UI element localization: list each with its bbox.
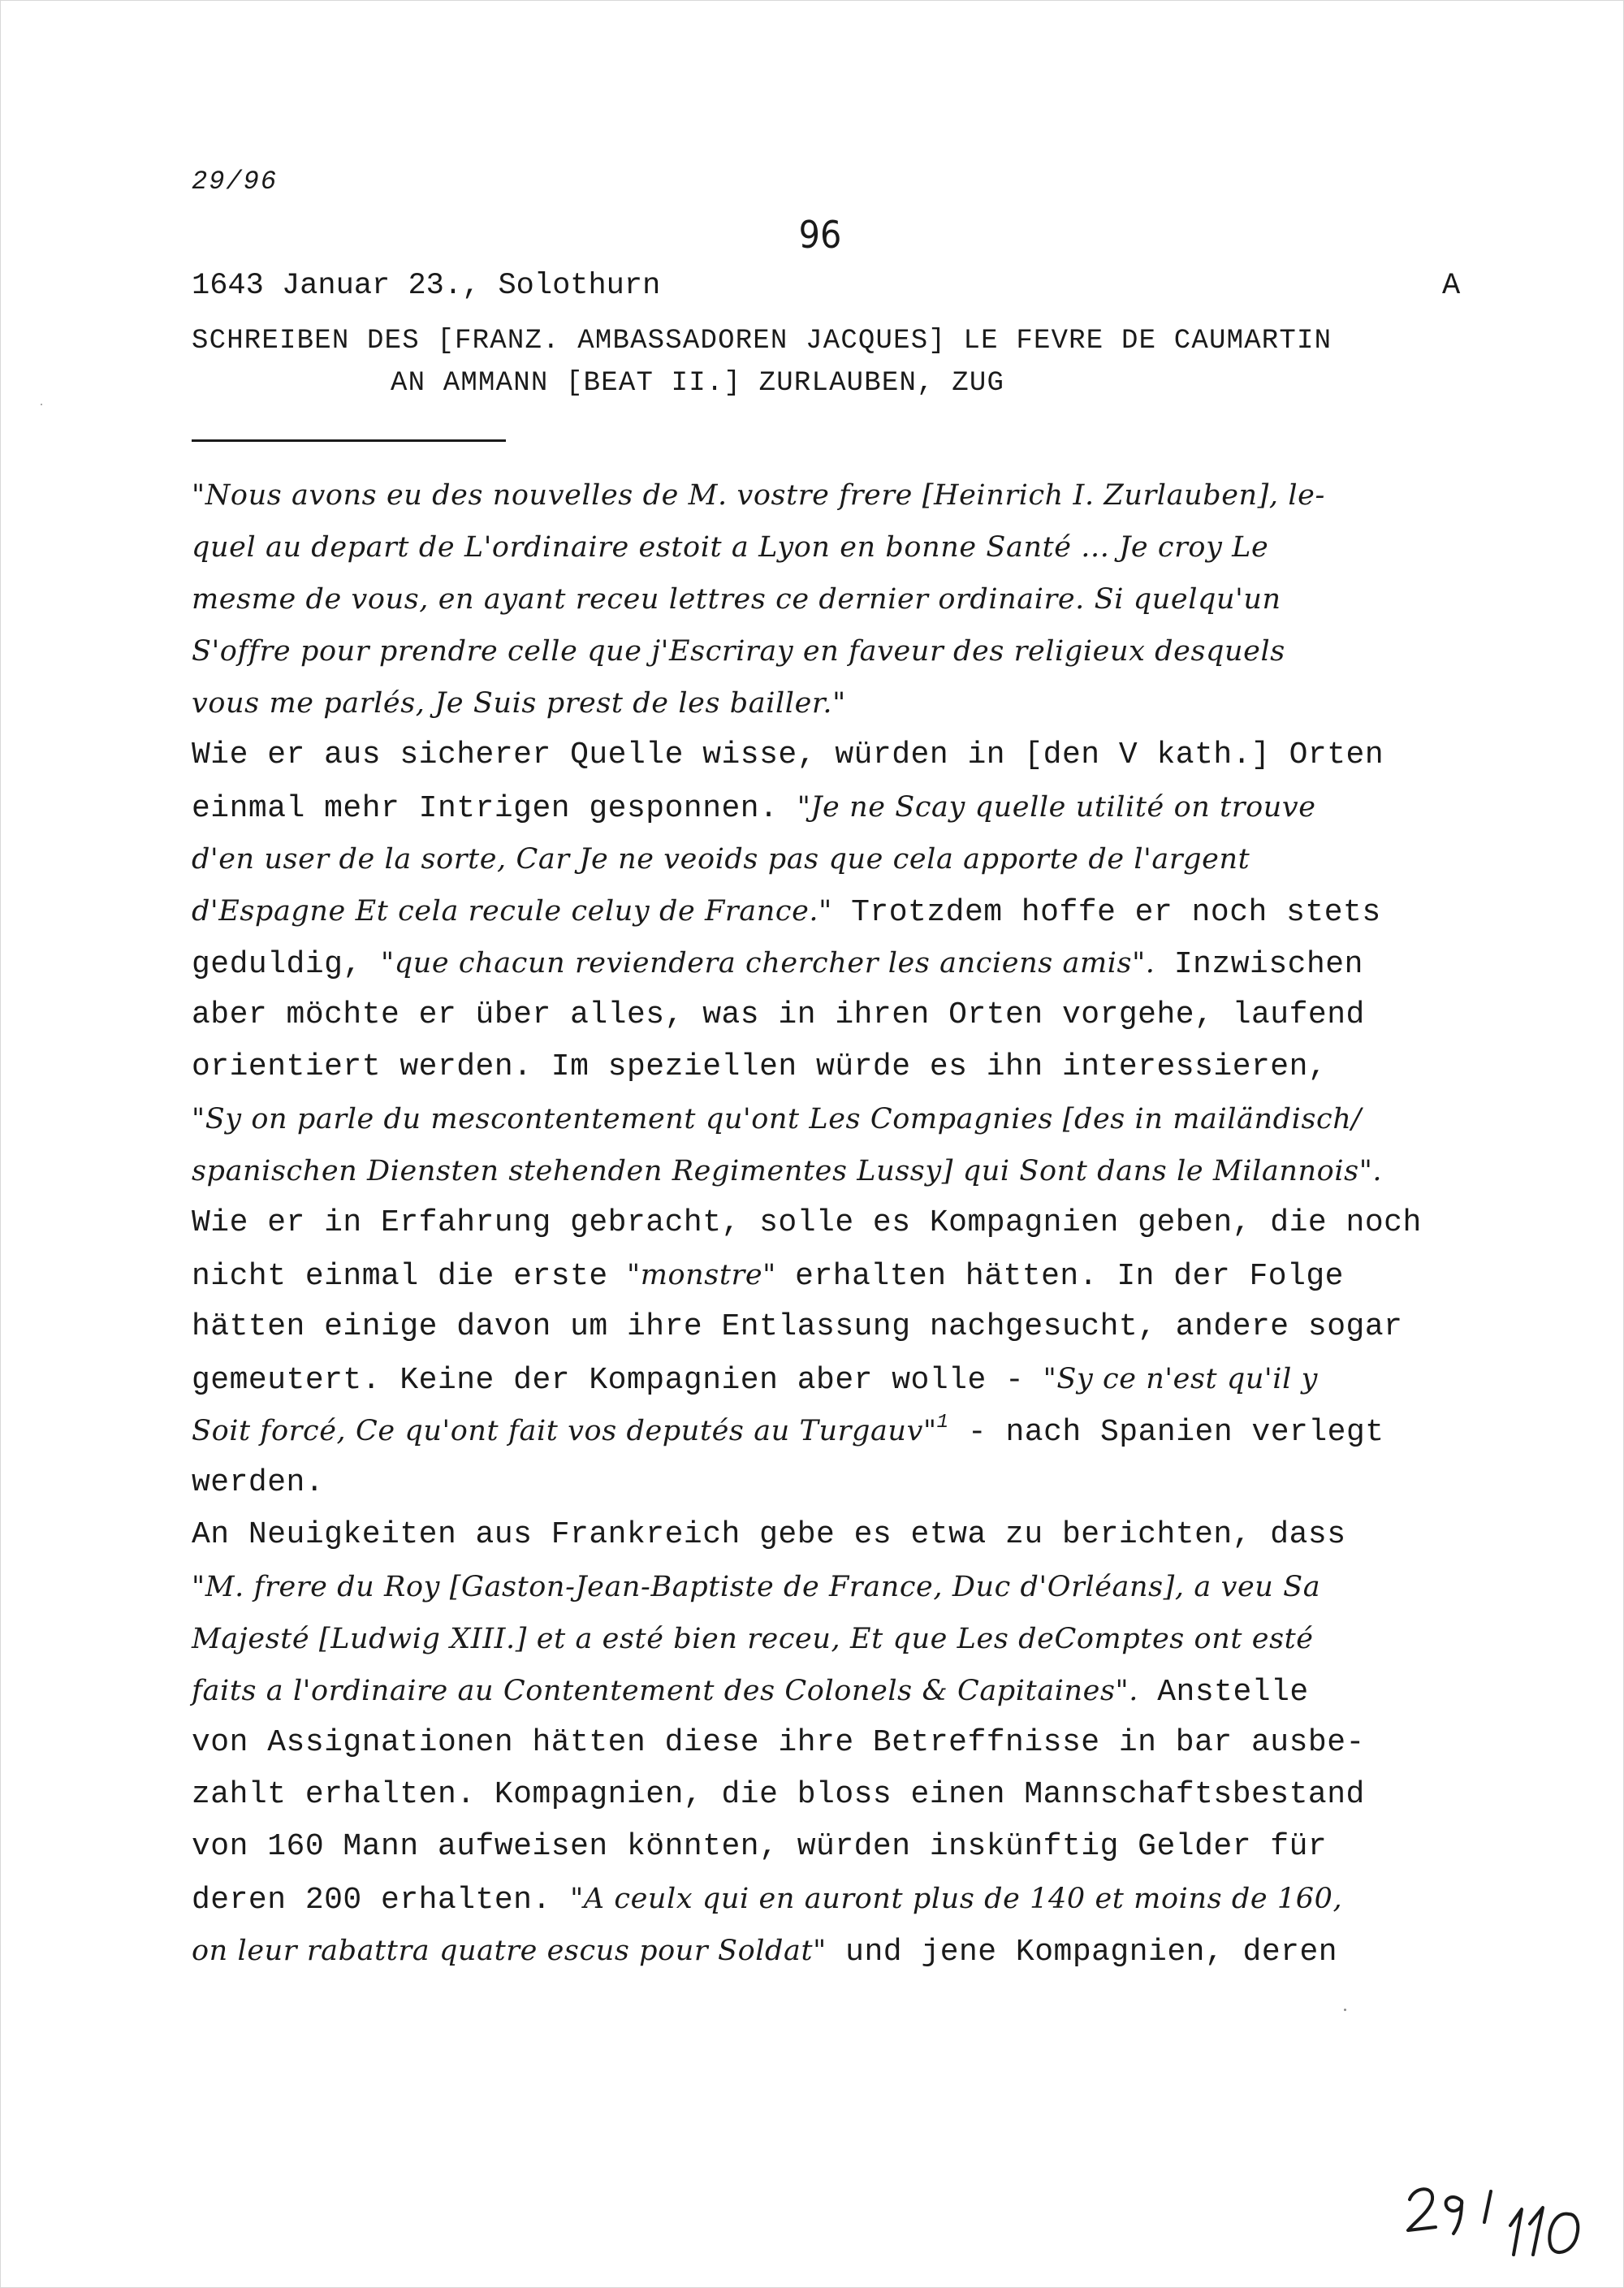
heading-line-2: AN AMMANN [BEAT II.] ZURLAUBEN, ZUG xyxy=(391,368,1005,399)
quoted-french-text: "monstre" xyxy=(627,1259,776,1291)
summary-text: erhalten hätten. In der Folge xyxy=(775,1259,1344,1294)
handwritten-page-stamp xyxy=(1403,2177,1598,2266)
body-line xyxy=(192,833,1491,885)
summary-text: An Neuigkeiten aus Frankreich gebe es etwa zu berichten, dass xyxy=(192,1517,1346,1552)
body-line xyxy=(192,625,1491,677)
scan-dot xyxy=(1344,2009,1346,2011)
quoted-french-text: "Sy on parle du mescontentement qu'ont Les Compagnies [des in mailändisch/ xyxy=(192,1103,1362,1135)
body-line xyxy=(192,677,1491,729)
body-line xyxy=(192,1769,1491,1821)
date-place-line: 1643 Januar 23., Solothurn xyxy=(192,269,661,303)
document-heading xyxy=(192,320,1466,404)
summary-text: Wie er in Erfahrung gebracht, solle es Kompagnien geben, die noch xyxy=(192,1205,1422,1240)
summary-text: orientiert werden. Im speziellen würde es ihn interessieren, xyxy=(192,1049,1328,1084)
body-line xyxy=(192,1405,1491,1457)
handwritten-stamp-drawing xyxy=(1403,2177,1598,2266)
quoted-french-text: "A ceulx qui en auront plus de 140 et moins de 160, xyxy=(570,1883,1343,1915)
quoted-french-text: vous me parlés, Je Suis prest de les bailler." xyxy=(192,687,846,720)
body-line xyxy=(192,1925,1491,1977)
document-type-marker: A xyxy=(1442,269,1461,303)
summary-text: von Assignationen hätten diese ihre Betreffnisse in bar ausbe- xyxy=(192,1725,1365,1760)
summary-text: Wie er aus sicherer Quelle wisse, würden in [den V kath.] Orten xyxy=(192,737,1384,772)
body-line xyxy=(192,1509,1491,1561)
body-line xyxy=(192,469,1491,521)
quoted-french-text: "Je ne Scay quelle utilité on trouve xyxy=(797,791,1316,824)
quoted-french-text: Majesté [Ludwig XIII.] et a esté bien receu, Et que Les deComptes ont esté xyxy=(192,1623,1314,1655)
body-line xyxy=(192,885,1491,937)
document-number: 96 xyxy=(798,213,842,257)
summary-text: Anstelle xyxy=(1138,1675,1309,1710)
summary-text: hätten einige davon um ihre Entlassung nachgesucht, andere sogar xyxy=(192,1309,1403,1344)
summary-text: - nach Spanien verlegt xyxy=(948,1415,1384,1450)
summary-text: aber möchte er über alles, was in ihren Orten vorgehe, laufend xyxy=(192,997,1365,1032)
summary-text: Trotzdem hoffe er noch stets xyxy=(831,895,1381,930)
body-line xyxy=(192,1093,1491,1145)
quoted-french-text: "M. frere du Roy [Gaston-Jean-Baptiste de France, Duc d'Orléans], a veu Sa xyxy=(192,1571,1321,1603)
quoted-french-text: quel au depart de L'ordinaire estoit a Lyon en bonne Santé ... Je croy Le xyxy=(192,531,1269,564)
body-line xyxy=(192,1873,1491,1925)
body-line xyxy=(192,729,1491,781)
summary-text: gemeutert. Keine der Kompagnien aber wolle - xyxy=(192,1363,1043,1398)
heading-line-1: SCHREIBEN DES [FRANZ. AMBASSADOREN JACQUES] LE FEVRE DE CAUMARTIN xyxy=(192,326,1332,357)
summary-text: geduldig, xyxy=(192,947,382,982)
body-line xyxy=(192,1353,1491,1405)
body-line xyxy=(192,989,1491,1041)
body-line xyxy=(192,521,1491,573)
body-line xyxy=(192,1613,1491,1665)
quoted-french-text: "que chacun reviendera chercher les anciens amis". xyxy=(381,947,1155,980)
quoted-french-text: faits a l'ordinaire au Contentement des Colonels & Capitaines". xyxy=(192,1675,1138,1707)
body-line xyxy=(192,1041,1491,1093)
body-line xyxy=(192,1145,1491,1197)
quoted-french-text: mesme de vous, en ayant receu lettres ce dernier ordinaire. Si quelqu'un xyxy=(192,583,1281,616)
quoted-french-text: spanischen Diensten stehenden Regimentes Lussy] qui Sont dans le Milannois". xyxy=(192,1155,1383,1187)
body-line xyxy=(192,1821,1491,1873)
quoted-french-text: d'Espagne Et cela recule celuy de France." xyxy=(192,895,832,928)
quoted-french-text: "Nous avons eu des nouvelles de M. vostre frere [Heinrich I. Zurlauben], le- xyxy=(192,479,1325,512)
summary-text: werden. xyxy=(192,1465,325,1500)
quoted-french-text: d'en user de la sorte, Car Je ne veoids pas que cela apporte de l'argent xyxy=(192,843,1250,876)
body-line xyxy=(192,1665,1491,1717)
summary-text: Inzwischen xyxy=(1155,947,1363,982)
quoted-french-text: S'offre pour prendre celle que j'Escriray en faveur des religieux desquels xyxy=(192,635,1285,668)
body-line xyxy=(192,573,1491,625)
quoted-french-text: on leur rabattra quatre escus pour Soldat" xyxy=(192,1935,827,1967)
body-line xyxy=(192,1717,1491,1769)
quoted-french-text: Soit forcé, Ce qu'ont fait vos deputés au Turgauv" xyxy=(192,1415,937,1447)
scan-speck xyxy=(41,404,42,405)
quoted-french-text: "Sy ce n'est qu'il y xyxy=(1043,1363,1318,1395)
summary-text: nicht einmal die erste xyxy=(192,1259,627,1294)
reference-number: 29/96 xyxy=(192,167,279,197)
body-line xyxy=(192,1249,1491,1301)
body-line xyxy=(192,1457,1491,1509)
body-line xyxy=(192,781,1491,833)
footnote-marker: 1 xyxy=(936,1412,949,1434)
summary-text: deren 200 erhalten. xyxy=(192,1883,571,1918)
body-line xyxy=(192,1197,1491,1249)
summary-text: einmal mehr Intrigen gesponnen. xyxy=(192,791,797,826)
body-text xyxy=(192,469,1491,1977)
summary-text: von 160 Mann aufweisen könnten, würden inskünftig Gelder für xyxy=(192,1829,1328,1864)
body-line xyxy=(192,937,1491,989)
separator-rule xyxy=(192,439,506,442)
summary-text: und jene Kompagnien, deren xyxy=(826,1935,1338,1970)
body-line xyxy=(192,1561,1491,1613)
body-line xyxy=(192,1301,1491,1353)
summary-text: zahlt erhalten. Kompagnien, die bloss einen Mannschaftsbestand xyxy=(192,1777,1365,1812)
